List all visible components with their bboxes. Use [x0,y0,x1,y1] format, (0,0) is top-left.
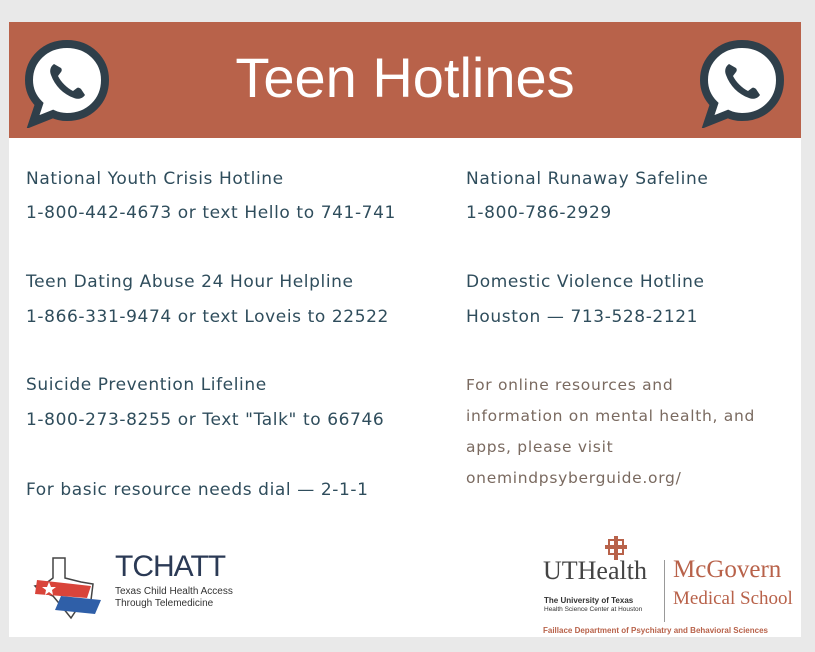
hotline-contact-domestic-violence: Houston — 713-528-2121 [466,307,699,327]
page-title: Teen Hotlines [235,46,575,109]
online-note-url: onemindpsyberguide.org/ [466,469,682,487]
hotline-contact-dating-abuse: 1-866-331-9474 or text Loveis to 22522 [26,307,389,327]
online-note-line-2: information on mental health, and [466,407,756,425]
tchatt-logo [31,550,261,630]
uthealth-sub-1: The University of Texas [544,596,634,605]
tchatt-name: TCHATT [115,550,226,583]
online-note-line-3: apps, please visit [466,438,614,456]
tchatt-sub-2: Through Telemedicine [115,598,214,609]
logo-divider [664,560,665,622]
uthealth-name: UTHealth [543,556,647,585]
medical-school-name: Medical School [673,588,793,609]
texas-map-icon [31,556,109,620]
hotline-name-dating-abuse: Teen Dating Abuse 24 Hour Helpline [26,272,354,292]
hotline-contact-suicide: 1-800-273-8255 or Text "Talk" to 66746 [26,410,385,430]
phone-bubble-icon [696,36,788,128]
hotline-name-suicide: Suicide Prevention Lifeline [26,375,267,395]
mcgovern-name: McGovern [673,556,782,583]
hotline-name-domestic-violence: Domestic Violence Hotline [466,272,705,292]
department-name: Faillace Department of Psychiatry and Behavioral Sciences [543,626,768,635]
title-banner [9,22,801,138]
hotline-contact-runaway: 1-800-786-2929 [466,203,612,223]
online-note-line-1: For online resources and [466,376,674,394]
hotline-name-runaway: National Runaway Safeline [466,169,709,189]
uthealth-logo [539,534,801,634]
hotline-contact-youth-crisis: 1-800-442-4673 or text Hello to 741-741 [26,203,396,223]
tchatt-sub-1: Texas Child Health Access [115,586,233,597]
basic-needs-line: For basic resource needs dial — 2-1-1 [26,480,369,500]
hotline-name-youth-crisis: National Youth Crisis Hotline [26,169,284,189]
uthealth-sub-2: Health Science Center at Houston [544,606,643,613]
hotlines-card [9,22,801,637]
